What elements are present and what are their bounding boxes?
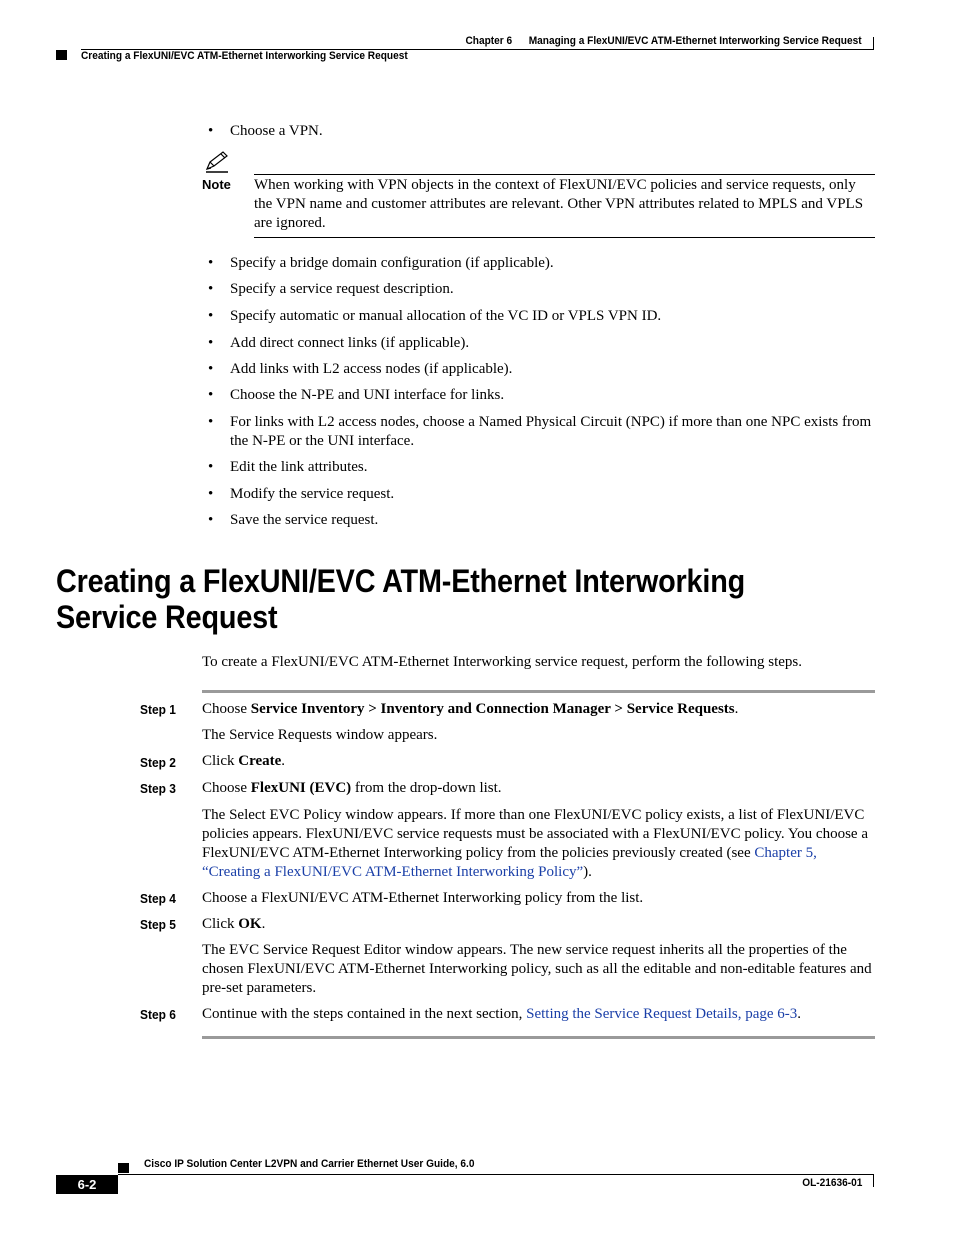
ui-command: OK	[238, 916, 262, 932]
step-label: Step 5	[140, 917, 176, 932]
step-result: The EVC Service Request Editor window appears. The new service request inherits all the properties of the chosen FlexUNI/EVC ATM-Ethernet Interworking policy, such as all the editable and non-editable features and pre-set parameters.	[202, 942, 872, 996]
chapter-number: Chapter 6	[465, 35, 513, 47]
section-intro: To create a FlexUNI/EVC ATM-Ethernet Interworking service request, perform the following steps.	[202, 654, 803, 670]
list-item-text: Choose a VPN.	[230, 123, 323, 139]
bullet-icon: •	[208, 361, 214, 377]
bullet-icon: •	[208, 308, 214, 324]
note-rule-bottom	[254, 237, 875, 238]
ui-command: Create	[238, 753, 282, 769]
list-item-text: Save the service request.	[230, 512, 379, 528]
bullet-icon: •	[208, 255, 214, 271]
bullet-icon: •	[208, 123, 214, 139]
step-label: Step 2	[140, 755, 176, 770]
section-link[interactable]: Setting the Service Request Details, page 6-3	[526, 1006, 798, 1022]
footer-rule	[118, 1174, 874, 1175]
step-label: Step 3	[140, 781, 176, 796]
running-header-chapter	[466, 35, 862, 47]
footer-tick	[873, 1175, 874, 1187]
step-text-post: .	[261, 916, 266, 932]
footer-marker	[118, 1163, 129, 1173]
list-item-text: Specify a bridge domain configuration (if applicable).	[230, 255, 554, 271]
bullet-icon: •	[208, 414, 214, 430]
bullet-icon: •	[208, 335, 214, 351]
bullet-icon: •	[208, 387, 214, 403]
list-item-text: Specify automatic or manual allocation of the VC ID or VPLS VPN ID.	[230, 308, 662, 324]
bullet-icon: •	[208, 486, 214, 502]
list-item-text: Add direct connect links (if applicable).	[230, 335, 470, 351]
bullet-icon: •	[208, 512, 214, 528]
section-heading: Creating a FlexUNI/EVC ATM-Ethernet Interworking Service Request	[56, 563, 746, 635]
step-text-pre: Continue with the steps contained in the next section,	[202, 1006, 527, 1022]
note-label: Note	[202, 177, 231, 192]
chapter-title: Managing a FlexUNI/EVC ATM-Ethernet Interworking Service Request	[529, 35, 862, 47]
step-result-text: The Select EVC Policy window appears. If more than one FlexUNI/EVC policy exists, a list of FlexUNI/EVC policies appears. FlexUNI/EVC service requests must be associated with a FlexUNI/EVC policy. You choose a FlexUNI/EVC ATM-Ethernet Interworking policy from the policies previously created (see	[202, 807, 868, 861]
step-result-text-post: ).	[583, 864, 592, 880]
step-text	[202, 915, 878, 934]
step-label: Step 6	[140, 1007, 176, 1022]
ui-option: FlexUNI (EVC)	[250, 780, 352, 796]
list-item-text: For links with L2 access nodes, choose a Named Physical Circuit (NPC) if more than one NPC exists from the N-PE or the UNI interface.	[230, 414, 872, 449]
list-item-text: Choose the N-PE and UNI interface for links.	[230, 387, 505, 403]
list-item-text: Specify a service request description.	[230, 281, 454, 297]
note-text: When working with VPN objects in the context of FlexUNI/EVC policies and service requests, only the VPN name and customer attributes are relevant. Other VPN attributes related to MPLS and VPLS are ignored.	[254, 177, 864, 231]
step-result: The Service Requests window appears.	[202, 727, 438, 743]
step-text-post: from the drop-down list.	[351, 780, 502, 796]
step-text-post: .	[734, 701, 739, 717]
step-label: Step 1	[140, 702, 176, 717]
procedure-rule-top	[202, 690, 875, 693]
step-text	[202, 1005, 878, 1024]
pencil-note-icon	[204, 150, 230, 179]
step-text-pre: Click	[202, 753, 239, 769]
doc-number: OL-21636-01	[801, 1177, 862, 1189]
menu-path: Service Inventory > Inventory and Connection Manager > Service Requests	[250, 701, 735, 717]
step-text-post: .	[797, 1006, 802, 1022]
step-text-pre: Choose	[202, 701, 251, 717]
step-text-post: .	[281, 753, 286, 769]
list-item-text: Add links with L2 access nodes (if applicable).	[230, 361, 513, 377]
step-text	[202, 779, 878, 798]
procedure-rule-bottom	[202, 1036, 875, 1039]
page-number: 6-2	[56, 1175, 118, 1194]
chapter-link[interactable]: Chapter 5, “Creating a FlexUNI/EVC ATM-Ethernet Interworking Policy”	[202, 845, 817, 880]
bullet-icon: •	[208, 459, 214, 475]
running-header-section: Creating a FlexUNI/EVC ATM-Ethernet Interworking Service Request	[81, 50, 408, 62]
header-tick	[873, 37, 874, 49]
header-marker	[56, 50, 67, 60]
step-result	[202, 806, 878, 882]
step-label: Step 4	[140, 891, 176, 906]
footer-book-title: Cisco IP Solution Center L2VPN and Carrier Ethernet User Guide, 6.0	[144, 1158, 475, 1170]
step-text-pre: Choose	[202, 780, 251, 796]
note-rule-top	[254, 174, 875, 175]
list-item-text: Edit the link attributes.	[230, 459, 368, 475]
step-text	[202, 700, 878, 719]
list-item-text: Modify the service request.	[230, 486, 395, 502]
step-text	[202, 752, 878, 771]
step-text: Choose a FlexUNI/EVC ATM-Ethernet Interworking policy from the list.	[202, 890, 644, 906]
step-text-pre: Click	[202, 916, 239, 932]
bullet-icon: •	[208, 281, 214, 297]
